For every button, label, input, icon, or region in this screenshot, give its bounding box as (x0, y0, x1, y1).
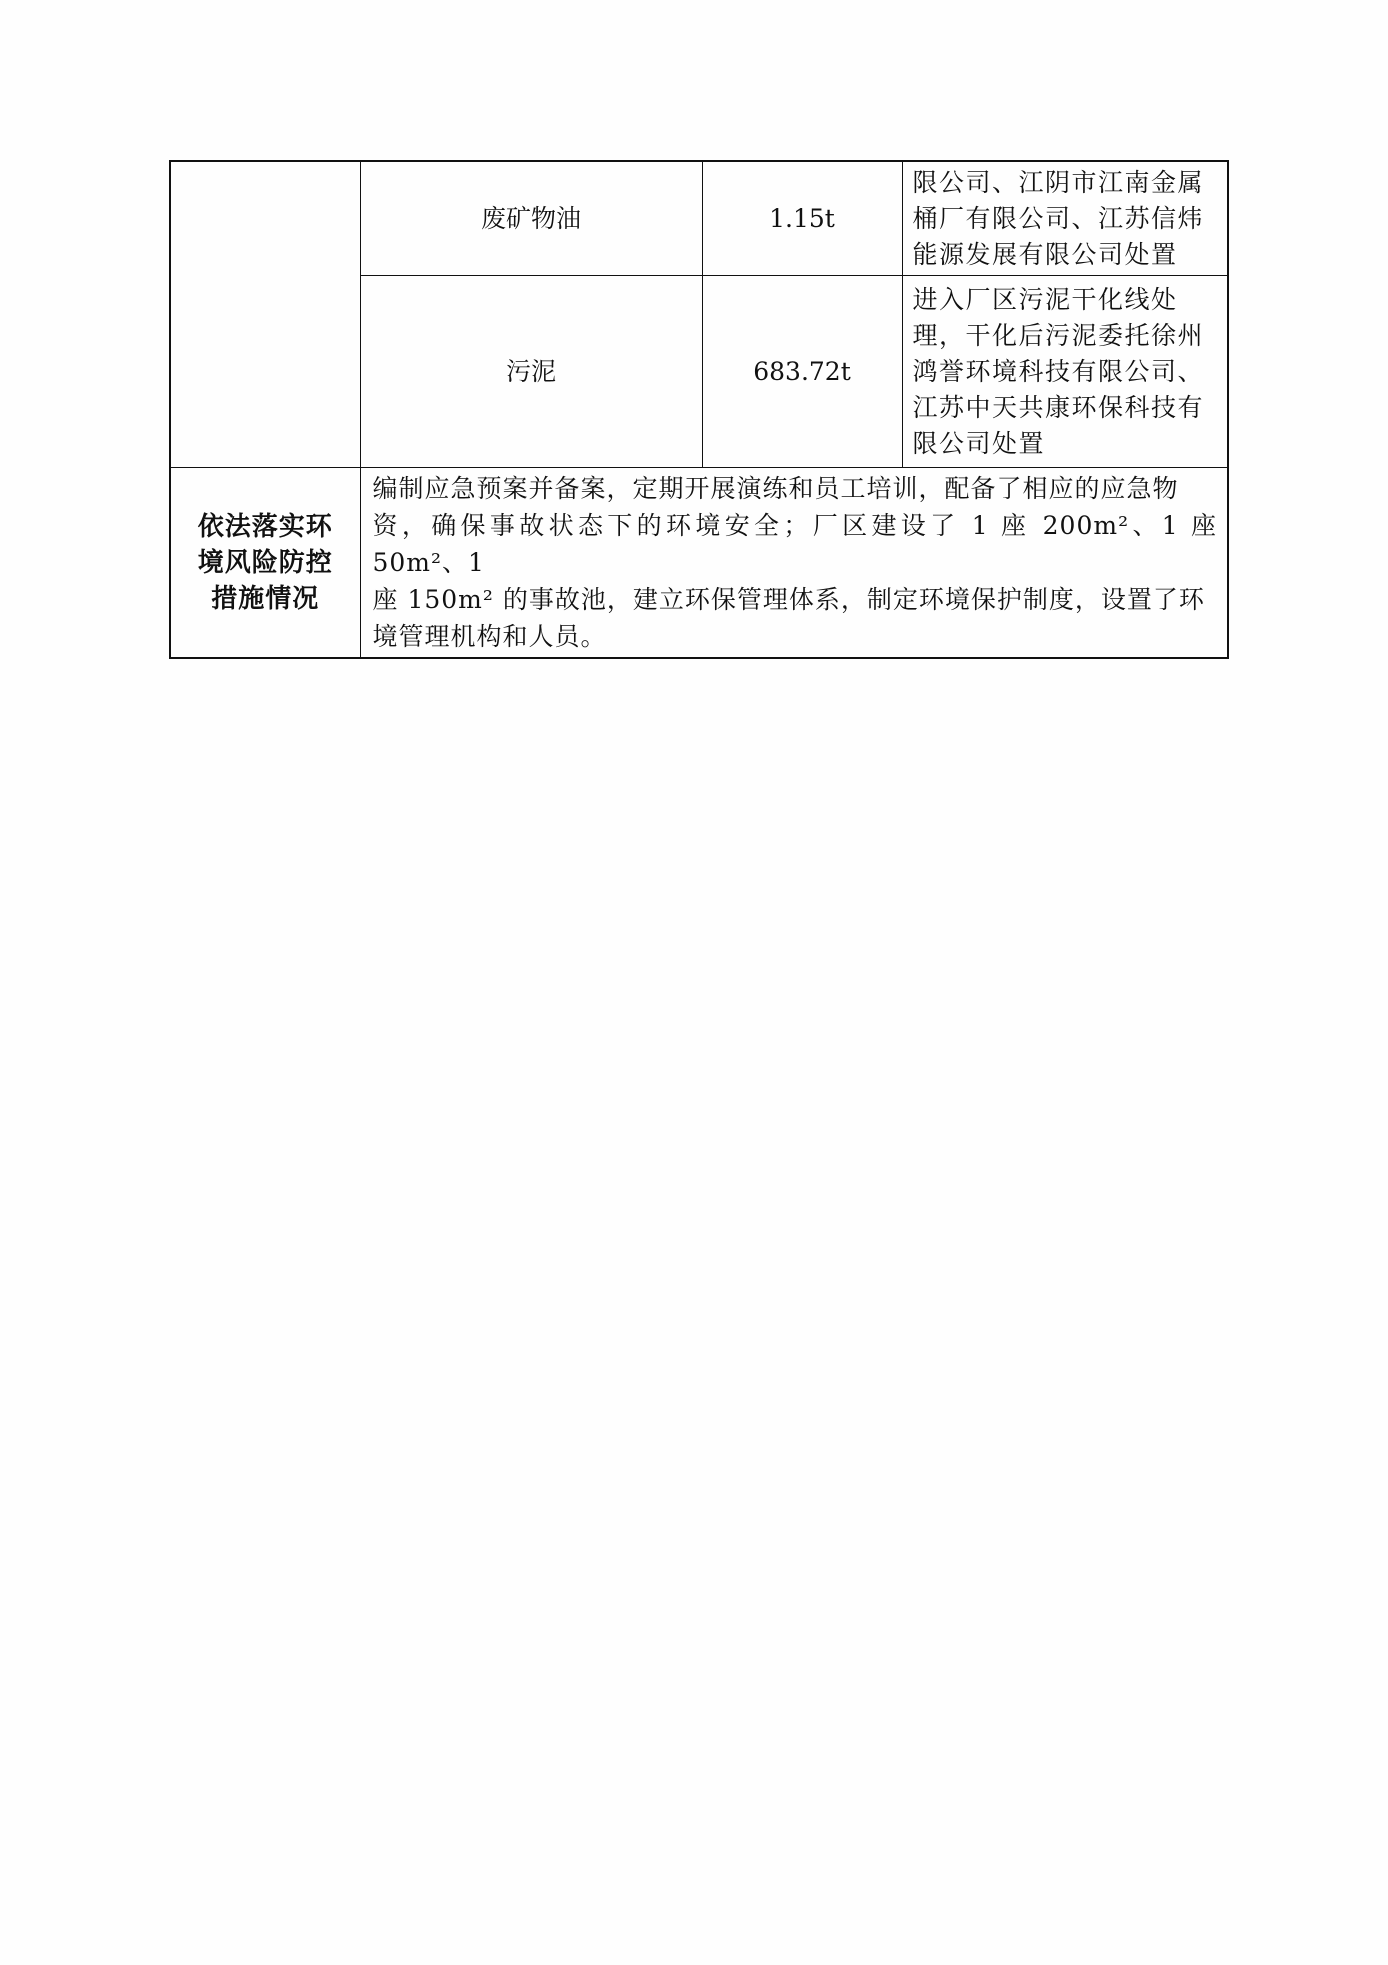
risk-measures-line: 资，确保事故状态下的环境安全；厂区建设了 1 座 200m²、1 座 50m²、1 (372, 511, 1217, 577)
risk-measures-line: 境管理机构和人员。 (372, 622, 607, 651)
risk-label-cell (170, 468, 360, 659)
disposal-line: 鸿誉环境科技有限公司、 (912, 357, 1205, 386)
disposal-line: 江苏中天共康环保科技有 (912, 393, 1205, 422)
risk-measures-line: 座 150m² 的事故池，建立环保管理体系，制定环境保护制度，设置了环 (372, 585, 1205, 614)
risk-label-line: 依法落实环 (197, 511, 333, 542)
risk-measures-cell (360, 468, 1228, 659)
table-row (170, 161, 1228, 276)
merged-category-cell (170, 161, 360, 468)
quantity-cell: 1.15t (702, 161, 902, 276)
waste-name-cell: 废矿物油 (360, 161, 702, 276)
disposal-line: 限公司处置 (912, 429, 1046, 458)
disposal-cell (902, 276, 1228, 468)
risk-measures-line: 编制应急预案并备案，定期开展演练和员工培训，配备了相应的应急物 (372, 474, 1179, 503)
waste-disposal-table (169, 160, 1229, 659)
table-row (170, 468, 1228, 659)
disposal-line: 理，干化后污泥委托徐州 (912, 321, 1205, 350)
waste-name-cell: 污泥 (360, 276, 702, 468)
disposal-line: 能源发展有限公司处置 (912, 240, 1178, 269)
disposal-line: 进入厂区污泥干化线处 (912, 285, 1178, 314)
quantity-cell: 683.72t (702, 276, 902, 468)
disposal-line: 桶厂有限公司、江苏信炜 (912, 204, 1205, 233)
risk-label-line: 措施情况 (211, 583, 320, 614)
disposal-cell (902, 161, 1228, 276)
risk-label-line: 境风险防控 (197, 547, 333, 578)
disposal-line: 限公司、江阴市江南金属 (912, 168, 1205, 197)
